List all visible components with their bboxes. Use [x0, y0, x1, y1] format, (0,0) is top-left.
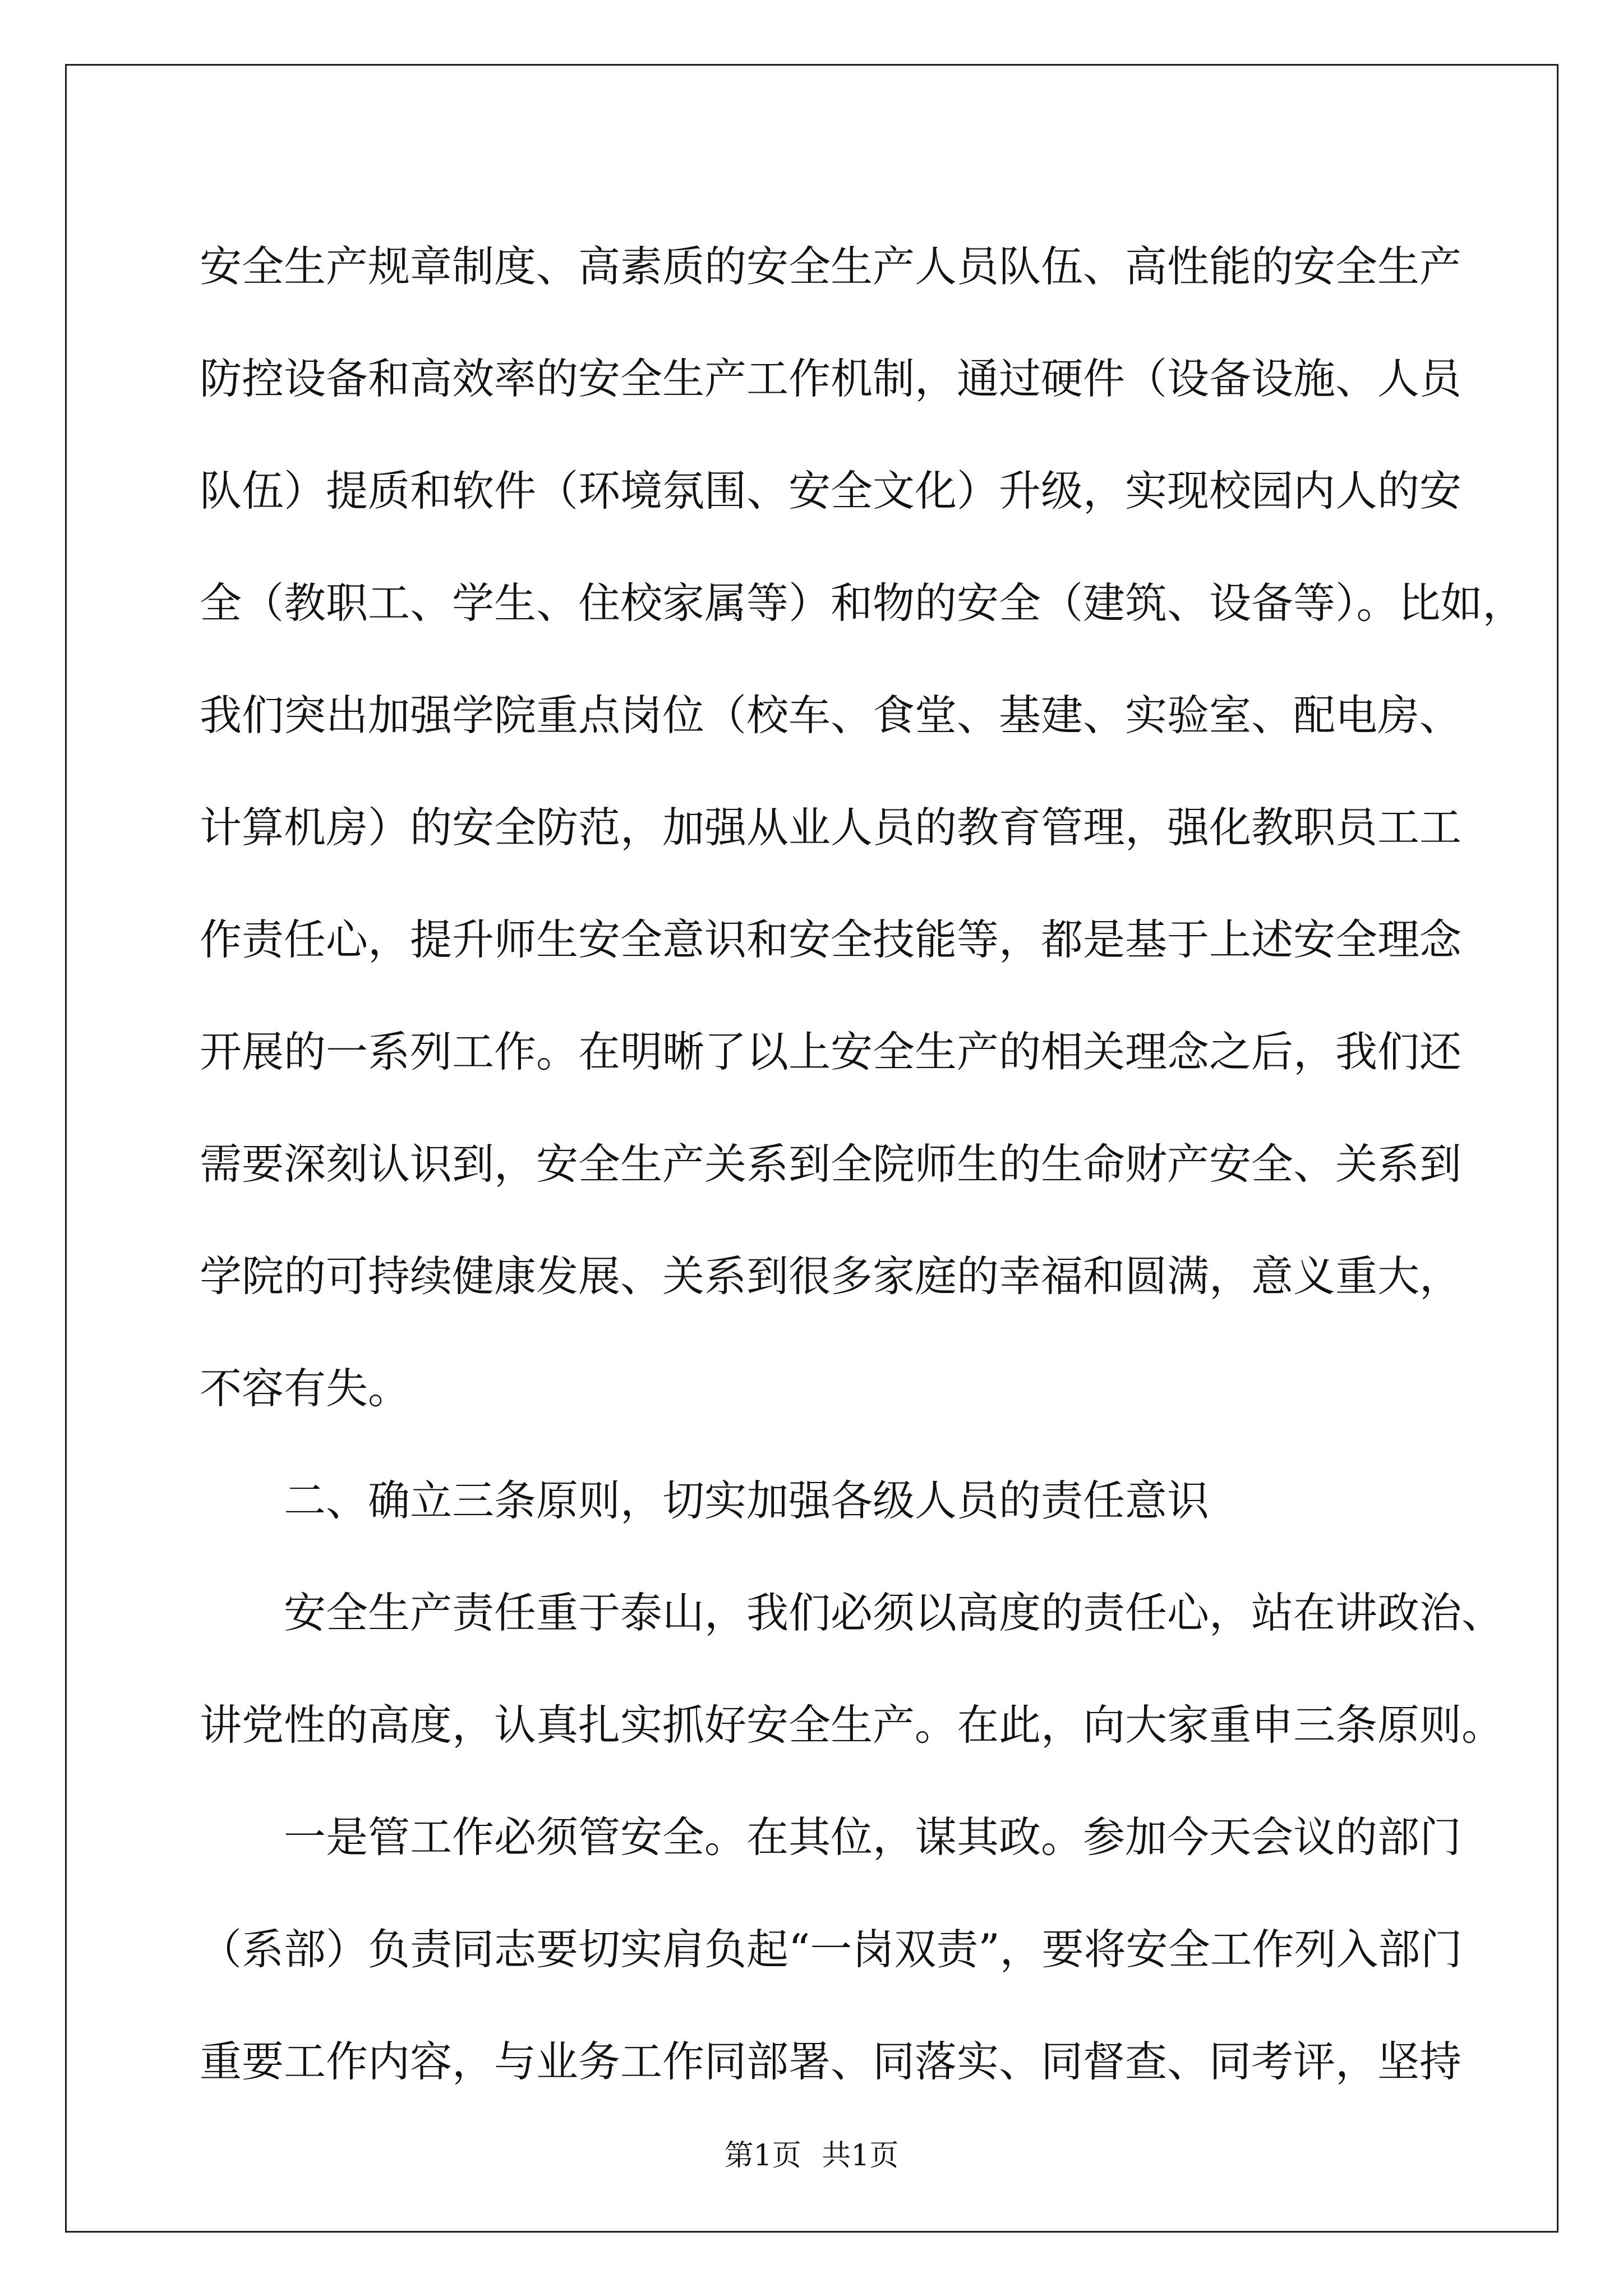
text-line: 重要工作内容，与业务工作同部署、同落实、同督查、同考评，坚持	[200, 2037, 1462, 2086]
page-footer	[0, 2132, 1623, 2174]
section-heading: 二、确立三条原则，切实加强各级人员的责任意识	[284, 1476, 1210, 1525]
text-line: 讲党性的高度，认真扎实抓好安全生产。在此，向大家重申三条原则。	[200, 1700, 1504, 1750]
page-total: 共1页	[822, 2139, 899, 2173]
text-line: 我们突出加强学院重点岗位（校车、食堂、基建、实验室、配电房、	[200, 691, 1462, 740]
text-line: 全（教职工、学生、住校家属等）和物的安全（建筑、设备等）。比如，	[200, 578, 1525, 628]
text-line: 学院的可持续健康发展、关系到很多家庭的幸福和圆满，意义重大，	[200, 1251, 1462, 1301]
text-line: 防控设备和高效率的安全生产工作机制，通过硬件（设备设施、人员	[200, 354, 1462, 403]
text-line: 不容有失。	[200, 1364, 411, 1413]
text-line: 安全生产规章制度、高素质的安全生产人员队伍、高性能的安全生产	[200, 242, 1462, 291]
text-line: 作责任心，提升师生安全意识和安全技能等，都是基于上述安全理念	[200, 915, 1462, 964]
document-body	[200, 210, 1525, 2118]
text-line: （系部）负责同志要切实肩负起“一岗双责”，要将安全工作列入部门	[200, 1925, 1463, 1974]
text-line: 需要深刻认识到，安全生产关系到全院师生的生命财产安全、关系到	[200, 1139, 1462, 1189]
text-line: 队伍）提质和软件（环境氛围、安全文化）升级，实现校园内人的安	[200, 466, 1462, 516]
text-line: 一是管工作必须管安全。在其位，谋其政。参加今天会议的部门	[284, 1812, 1462, 1862]
text-line: 开展的一系列工作。在明晰了以上安全生产的相关理念之后，我们还	[200, 1027, 1462, 1076]
text-line: 计算机房）的安全防范，加强从业人员的教育管理，强化教职员工工	[200, 803, 1462, 852]
page-number: 第1页	[724, 2139, 801, 2173]
text-line: 安全生产责任重于泰山，我们必须以高度的责任心，站在讲政治、	[284, 1588, 1504, 1637]
